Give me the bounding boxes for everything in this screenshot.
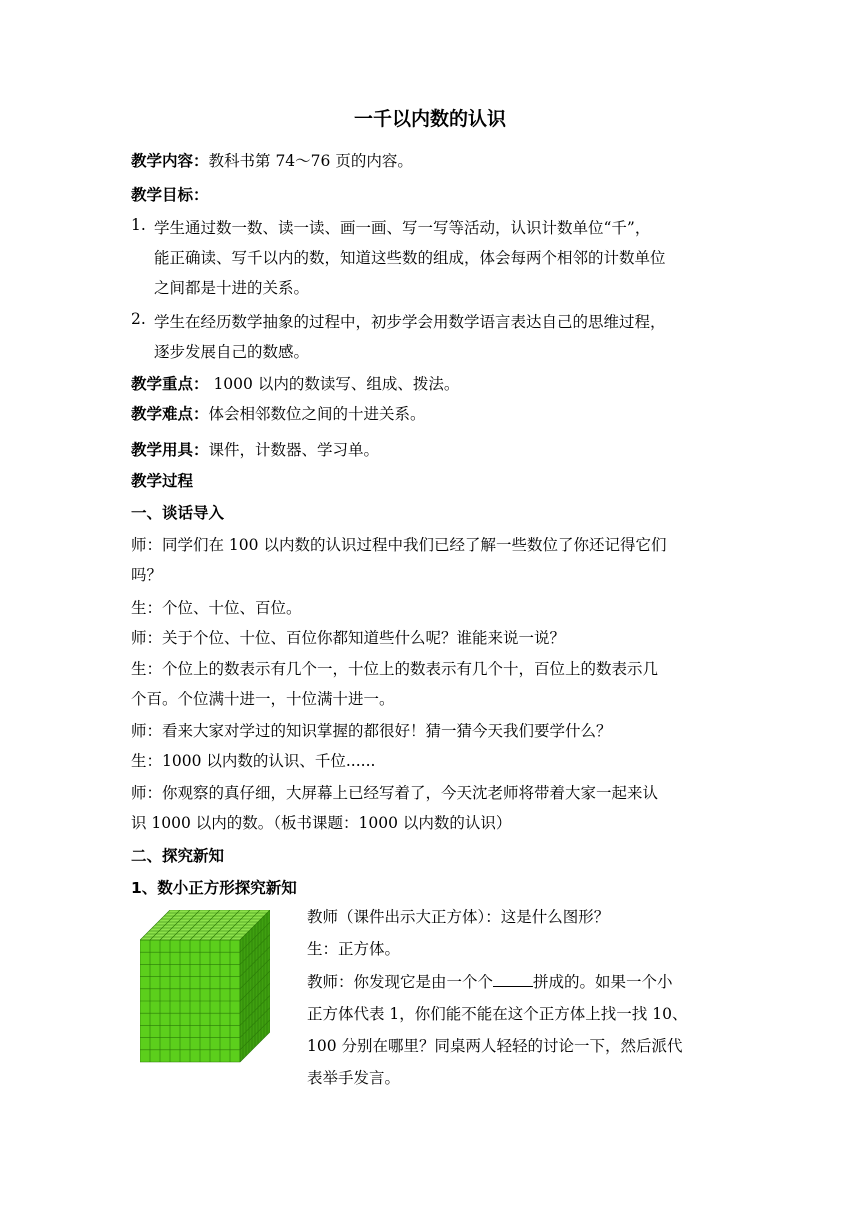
dialogue-line: 生：个位上的数表示有几个一，十位上的数表示有几个十，百位上的数表示几 [131, 660, 659, 678]
cube-dialogue-line-with-blank [307, 970, 737, 992]
cube-dialogue-line: 表举手发言。 [307, 1069, 401, 1087]
tools-label: 教学用具： [131, 441, 209, 459]
objective-2-number: 2. [131, 310, 146, 328]
content-row [131, 150, 731, 172]
cube-dialogue-line: 正方体代表 1，你们能不能在这个正方体上找一找 10、 [307, 1005, 688, 1023]
section2-heading: 二、探究新知 [131, 847, 225, 865]
objective-2-line-1: 学生在经历数学抽象的过程中，初步学会用数学语言表达自己的思维过程， [154, 313, 666, 331]
content-text: 教科书第 74～76 页的内容。 [208, 152, 413, 170]
difficulty-text: 体会相邻数位之间的十进关系。 [208, 405, 426, 423]
objective-2-line-2: 逐步发展自己的数感。 [154, 343, 310, 361]
difficulty-label: 教学难点： [131, 405, 209, 423]
green-cube-image [140, 910, 270, 1070]
tools-row [131, 439, 731, 461]
fill-in-blank [493, 972, 533, 987]
content-label: 教学内容： [131, 152, 209, 170]
key-points-text: 1000 以内的数读写、组成、拨法。 [208, 375, 460, 393]
subsection1-heading: 1、数小正方形探究新知 [131, 879, 297, 897]
objective-1-number: 1. [131, 216, 146, 234]
tools-text: 课件，计数器、学习单。 [208, 441, 380, 459]
cube-dialogue-line: 教师（课件出示大正方体）：这是什么图形？ [307, 908, 610, 926]
cube-dialogue-line: 100 分别在哪里？同桌两人轻轻的讨论一下，然后派代 [307, 1037, 683, 1055]
dialogue-line: 师：你观察的真仔细，大屏幕上已经写着了，今天沈老师将带着大家一起来认 [131, 784, 659, 802]
process-heading: 教学过程 [131, 472, 194, 490]
dialogue-line: 生：1000 以内数的认识、千位...... [131, 752, 376, 770]
difficulty-row [131, 403, 731, 425]
dialogue-line: 师：看来大家对学过的知识掌握的都很好！猜一猜今天我们要学什么？ [131, 722, 612, 740]
key-points-row [131, 373, 731, 395]
dialogue-line: 个百。个位满十进一，十位满十进一。 [131, 690, 395, 708]
objectives-label: 教学目标： [131, 186, 209, 204]
objective-1-line-1: 学生通过数一数、读一读、画一画、写一写等活动，认识计数单位“千”， [154, 219, 651, 237]
cube-dialogue-line: 生：正方体。 [307, 940, 401, 958]
section1-heading: 一、谈话导入 [131, 504, 225, 522]
dialogue-line: 吗？ [131, 566, 163, 584]
cube-question-end: 拼成的。如果一个小 [533, 973, 673, 991]
objective-1-line-3: 之间都是十进的关系。 [154, 279, 310, 297]
key-points-label: 教学重点： [131, 375, 209, 393]
dialogue-line: 师：关于个位、十位、百位你都知道些什么呢？谁能来说一说？ [131, 629, 566, 647]
dialogue-line: 识 1000 以内的数。（板书课题：1000 以内数的认识） [131, 814, 512, 832]
cube-question-start: 教师：你发现它是由一个个 [307, 973, 494, 991]
page-title: 一千以内数的认识 [353, 108, 506, 130]
dialogue-line: 师：同学们在 100 以内数的认识过程中我们已经了解一些数位了你还记得它们 [131, 536, 667, 554]
dialogue-line: 生：个位、十位、百位。 [131, 599, 302, 617]
objective-1-line-2: 能正确读、写千以内的数，知道这些数的组成，体会每两个相邻的计数单位 [154, 249, 666, 267]
